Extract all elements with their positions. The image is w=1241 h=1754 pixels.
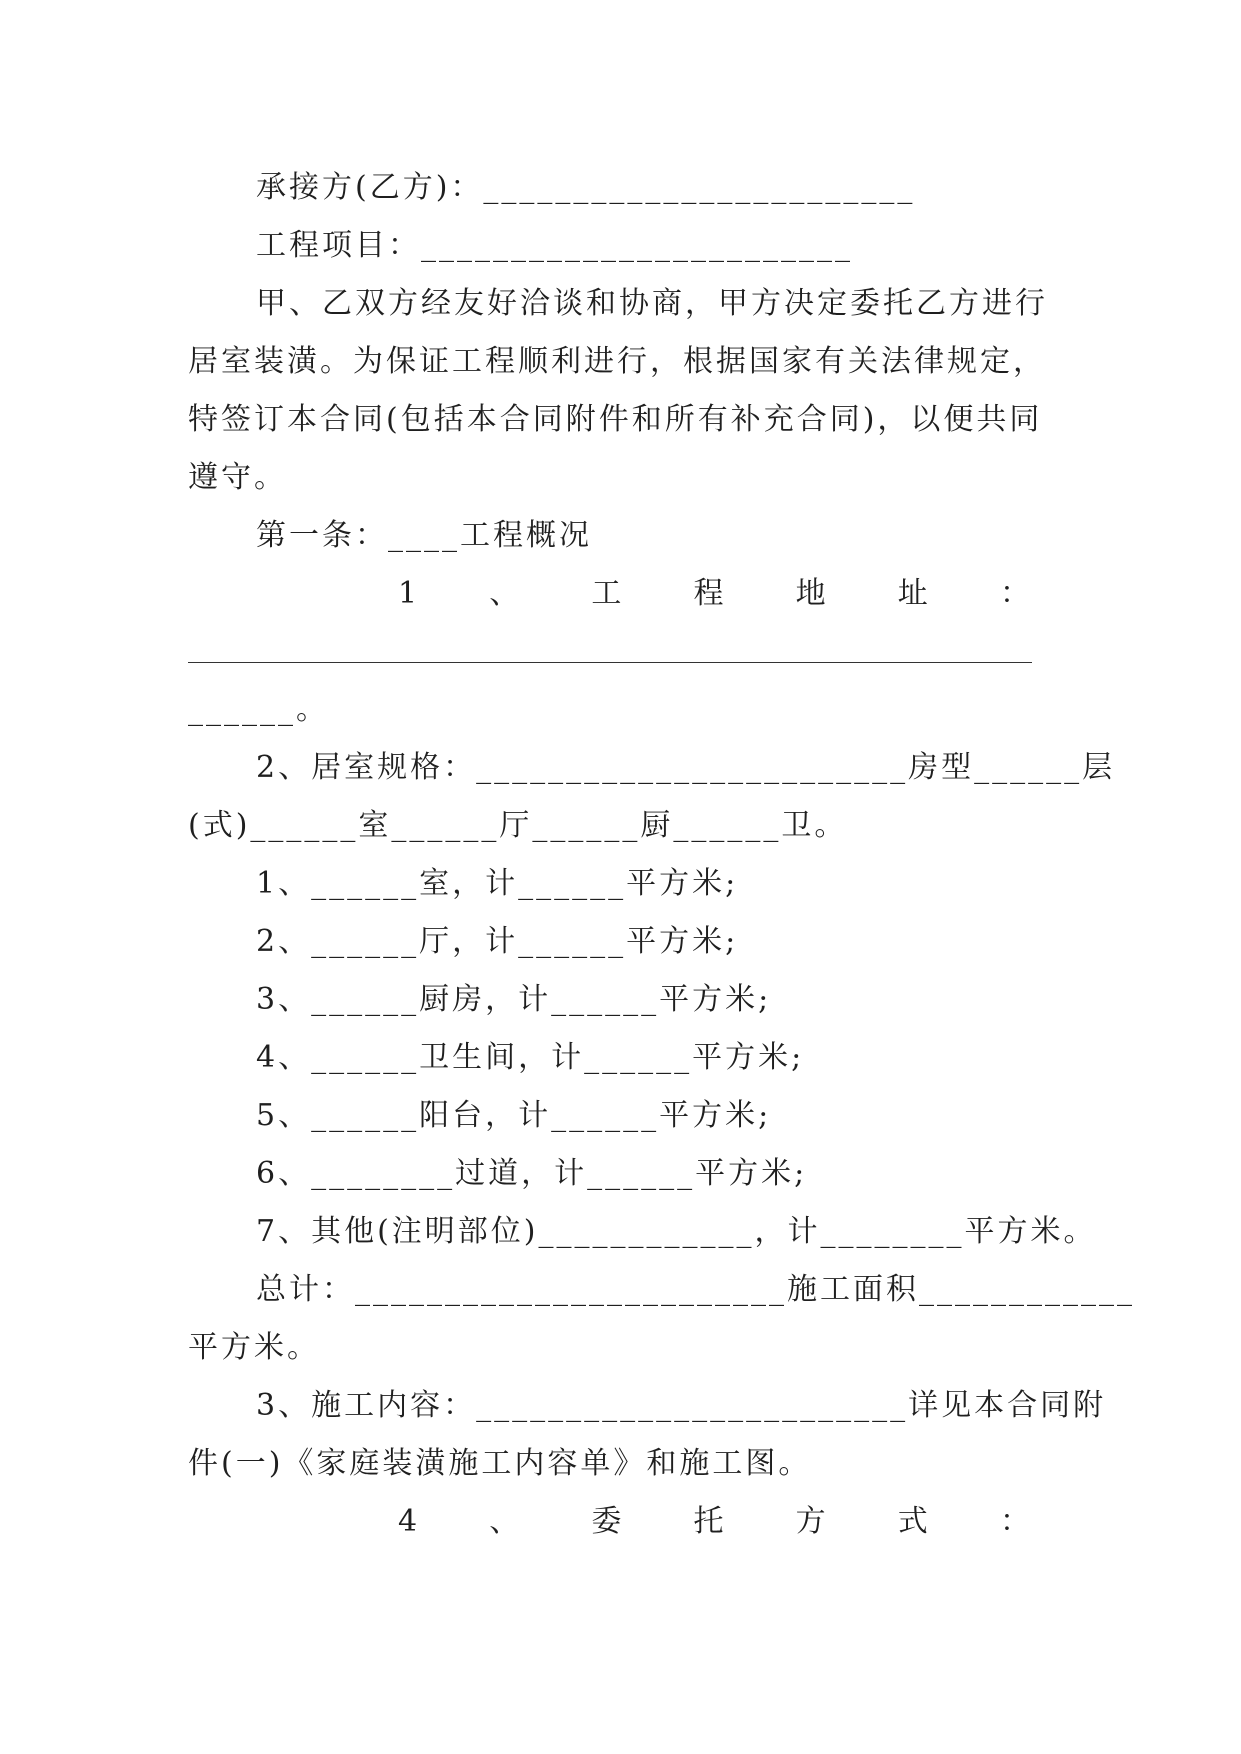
room-item-1: 1、______室，计______平方米; bbox=[256, 866, 739, 901]
spread-char: ： bbox=[999, 576, 1030, 611]
room-spec-line-1: 2、居室规格：________________________房型______层 bbox=[256, 750, 1116, 785]
spread-char: ： bbox=[999, 1504, 1030, 1539]
address-blank-end: ______。 bbox=[188, 692, 329, 727]
address-blank-rule bbox=[188, 662, 1032, 663]
intro-paragraph-line-2: 居室装潢。为保证工程顺利进行，根据国家有关法律规定， bbox=[188, 344, 1046, 379]
spread-char: 方 bbox=[795, 1504, 826, 1539]
commission-method-label bbox=[398, 1502, 1030, 1542]
spread-char: 址 bbox=[897, 576, 928, 611]
spread-char: 、 bbox=[489, 576, 520, 611]
spread-char: 地 bbox=[795, 576, 826, 611]
spread-char: 、 bbox=[489, 1504, 520, 1539]
contractor-line: 承接方(乙方)：________________________ bbox=[256, 170, 916, 205]
room-item-7: 7、其他(注明部位)____________，计________平方米。 bbox=[256, 1214, 1097, 1249]
room-item-4: 4、______卫生间，计______平方米; bbox=[256, 1040, 805, 1075]
article-one-heading: 第一条：____工程概况 bbox=[256, 518, 592, 553]
project-address-label bbox=[398, 574, 1030, 614]
spread-char: 4 bbox=[398, 1504, 418, 1539]
intro-paragraph-line-1: 甲、乙双方经友好洽谈和协商，甲方决定委托乙方进行 bbox=[256, 286, 1048, 321]
spread-char: 1 bbox=[398, 576, 418, 611]
spread-char: 托 bbox=[693, 1504, 724, 1539]
spread-char: 式 bbox=[897, 1504, 928, 1539]
spread-char: 工 bbox=[591, 576, 622, 611]
construction-content-line-1: 3、施工内容：________________________详见本合同附 bbox=[256, 1388, 1107, 1423]
project-line: 工程项目：________________________ bbox=[256, 228, 853, 263]
spread-char: 委 bbox=[591, 1504, 622, 1539]
room-item-6: 6、________过道，计______平方米; bbox=[256, 1156, 808, 1191]
room-item-2: 2、______厅，计______平方米; bbox=[256, 924, 739, 959]
intro-paragraph-line-3: 特签订本合同(包括本合同附件和所有补充合同)，以便共同 bbox=[188, 402, 1043, 437]
total-line: 总计：________________________施工面积____________ bbox=[256, 1272, 1135, 1307]
intro-paragraph-line-4: 遵守。 bbox=[188, 460, 287, 495]
total-unit-line: 平方米。 bbox=[188, 1330, 320, 1365]
spread-char: 程 bbox=[693, 576, 724, 611]
construction-content-line-2: 件(一)《家庭装潢施工内容单》和施工图。 bbox=[188, 1446, 812, 1481]
room-item-3: 3、______厨房，计______平方米; bbox=[256, 982, 772, 1017]
room-spec-line-2: (式)______室______厅______厨______卫。 bbox=[188, 808, 848, 843]
room-item-5: 5、______阳台，计______平方米; bbox=[256, 1098, 772, 1133]
